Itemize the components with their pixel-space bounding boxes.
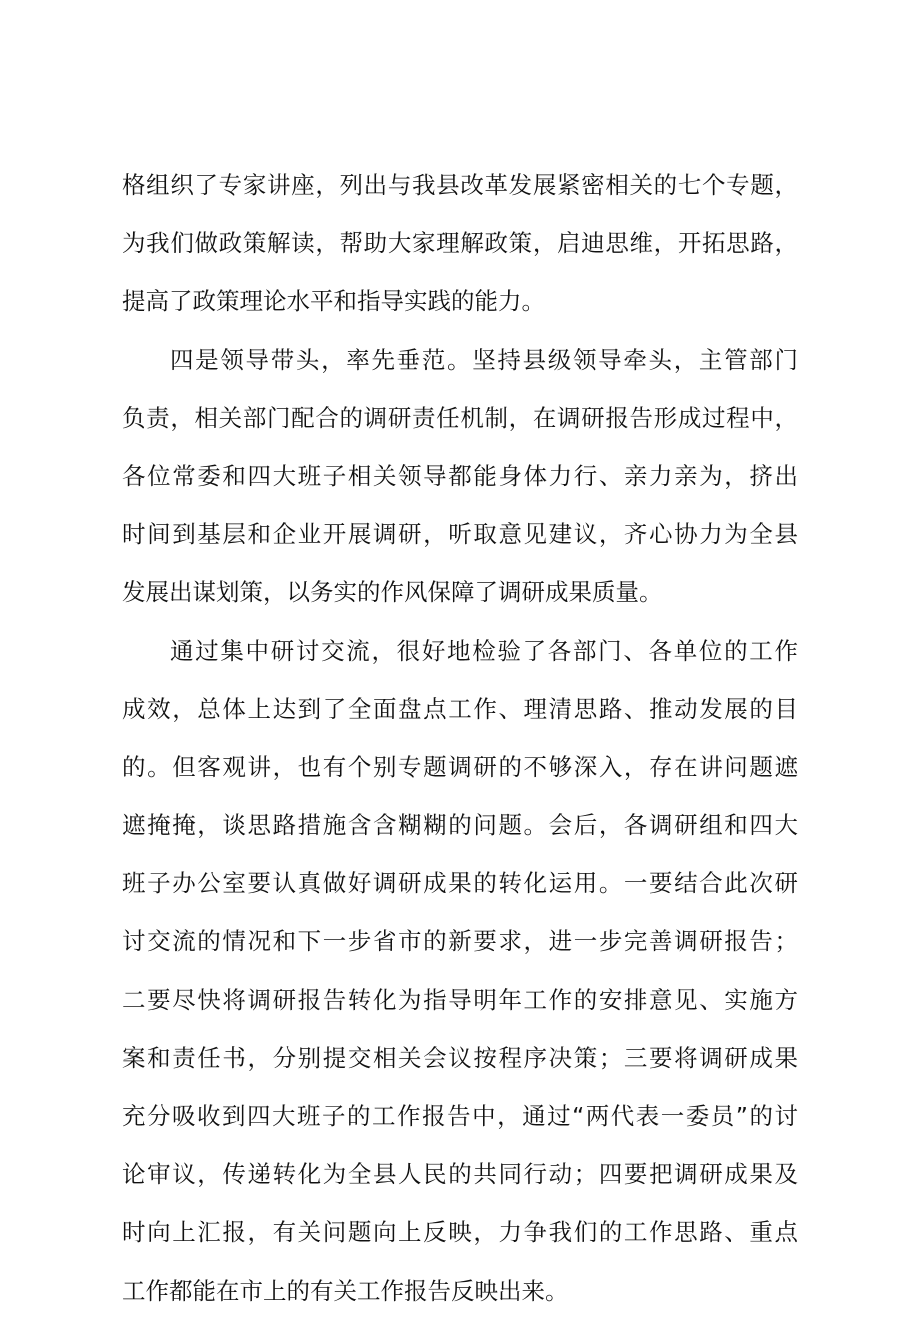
- text-line: 遮掩掩，谈思路措施含含糊糊的问题。会后，各调研组和四大: [122, 811, 798, 840]
- paragraph: [122, 156, 798, 331]
- text-line: 为我们做政策解读，帮助大家理解政策，启迪思维，开拓思路，: [122, 229, 798, 258]
- text-line: 提高了政策理论水平和指导实践的能力。: [122, 287, 545, 316]
- paragraph: [122, 331, 798, 622]
- text-line: 充分吸收到四大班子的工作报告中，通过“两代表一委员”的讨: [122, 1102, 798, 1130]
- text-line: 负责，相关部门配合的调研责任机制，在调研报告形成过程中，: [122, 403, 798, 432]
- paragraph: [122, 622, 798, 1320]
- text-line: 案和责任书，分别提交相关会议按程序决策；三要将调研成果: [122, 1043, 798, 1072]
- text-line: 班子办公室要认真做好调研成果的转化运用。一要结合此次研: [122, 869, 798, 898]
- text-line: 二要尽快将调研报告转化为指导明年工作的安排意见、实施方: [122, 985, 798, 1014]
- document-body: [122, 156, 798, 1320]
- text-line: 发展出谋划策，以务实的作风保障了调研成果质量。: [122, 578, 663, 607]
- text-line: 各位常委和四大班子相关领导都能身体力行、亲力亲为，挤出: [122, 461, 798, 490]
- text-line: 论审议，传递转化为全县人民的共同行动；四要把调研成果及: [122, 1160, 798, 1189]
- text-line: 时向上汇报，有关问题向上反映，力争我们的工作思路、重点: [122, 1218, 798, 1247]
- text-line: 通过集中研讨交流，很好地检验了各部门、各单位的工作: [170, 636, 798, 665]
- text-line: 讨交流的情况和下一步省市的新要求，进一步完善调研报告；: [122, 927, 798, 956]
- text-line: 工作都能在市上的有关工作报告反映出来。: [122, 1276, 569, 1305]
- text-line: 的。但客观讲，也有个别专题调研的不够深入，存在讲问题遮: [122, 752, 798, 781]
- text-line: 成效，总体上达到了全面盘点工作、理清思路、推动发展的目: [122, 694, 798, 723]
- text-line: 格组织了专家讲座，列出与我县改革发展紧密相关的七个专题，: [122, 171, 798, 199]
- text-line: 四是领导带头，率先垂范。坚持县级领导牵头，主管部门: [170, 345, 798, 374]
- text-line: 时间到基层和企业开展调研，听取意见建议，齐心协力为全县: [122, 520, 798, 549]
